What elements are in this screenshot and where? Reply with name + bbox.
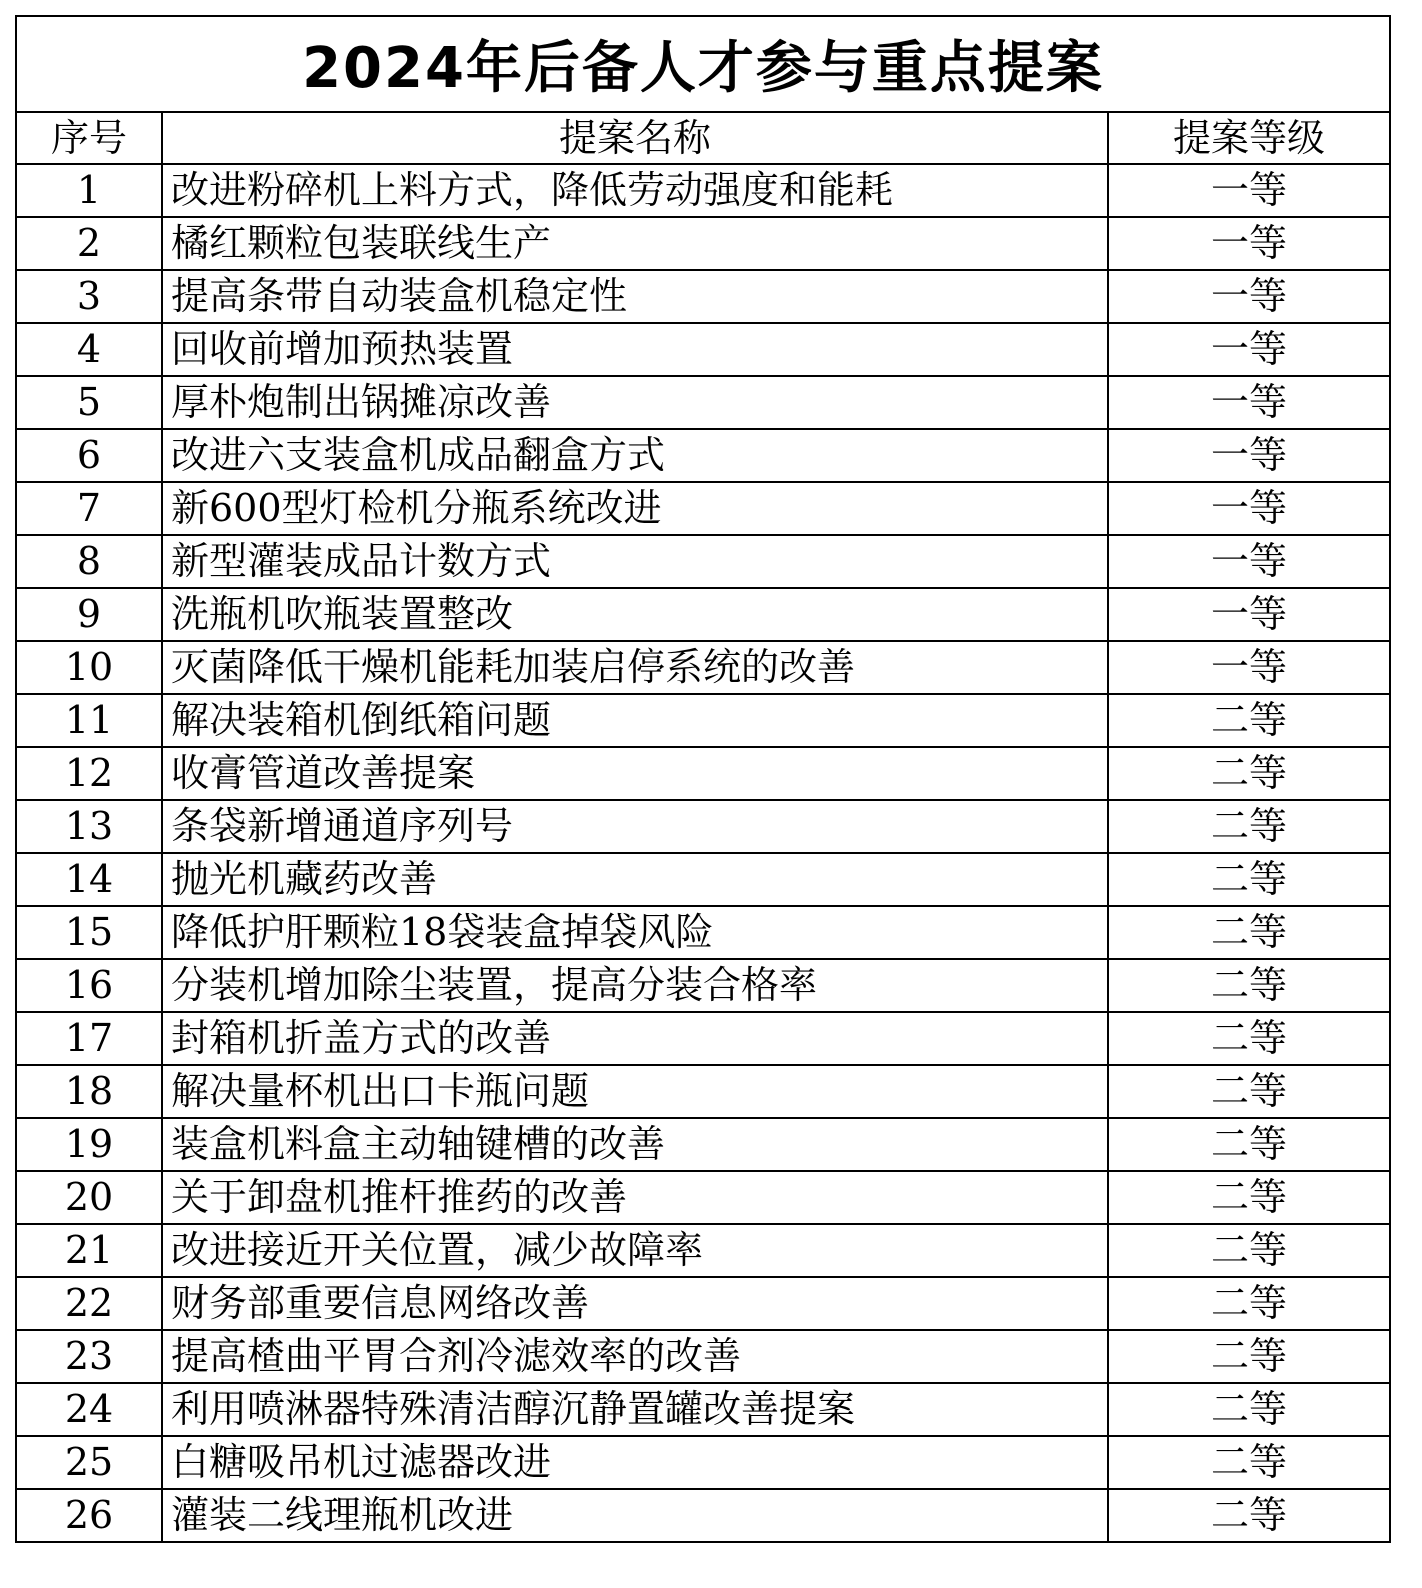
row-level-cell: 一等 xyxy=(1108,482,1390,535)
row-name-cell: 改进接近开关位置，减少故障率 xyxy=(162,1224,1108,1277)
row-seq-cell: 11 xyxy=(16,694,162,747)
row-name-cell: 关于卸盘机推杆推药的改善 xyxy=(162,1171,1108,1224)
table-row xyxy=(16,800,1390,853)
row-seq-cell: 22 xyxy=(16,1277,162,1330)
row-name-cell: 利用喷淋器特殊清洁醇沉静置罐改善提案 xyxy=(162,1383,1108,1436)
row-level-cell: 二等 xyxy=(1108,694,1390,747)
row-name-cell: 橘红颗粒包装联线生产 xyxy=(162,217,1108,270)
row-level-cell: 一等 xyxy=(1108,217,1390,270)
row-level-cell: 一等 xyxy=(1108,535,1390,588)
table-row xyxy=(16,1330,1390,1383)
row-level-cell: 一等 xyxy=(1108,641,1390,694)
table-row xyxy=(16,429,1390,482)
row-name-cell: 改进六支装盒机成品翻盒方式 xyxy=(162,429,1108,482)
row-seq-cell: 24 xyxy=(16,1383,162,1436)
row-seq-cell: 6 xyxy=(16,429,162,482)
table-title: 2024年后备人才参与重点提案 xyxy=(16,16,1390,112)
table-row xyxy=(16,694,1390,747)
row-name-cell: 条袋新增通道序列号 xyxy=(162,800,1108,853)
row-level-cell: 二等 xyxy=(1108,1436,1390,1489)
row-level-cell: 二等 xyxy=(1108,959,1390,1012)
row-seq-cell: 4 xyxy=(16,323,162,376)
row-name-cell: 白糖吸吊机过滤器改进 xyxy=(162,1436,1108,1489)
table-row xyxy=(16,1118,1390,1171)
row-level-cell: 二等 xyxy=(1108,1224,1390,1277)
row-name-cell: 新600型灯检机分瓶系统改进 xyxy=(162,482,1108,535)
row-level-cell: 二等 xyxy=(1108,1065,1390,1118)
row-seq-cell: 1 xyxy=(16,164,162,217)
table-row xyxy=(16,1277,1390,1330)
row-seq-cell: 19 xyxy=(16,1118,162,1171)
table-body xyxy=(16,164,1390,1542)
row-seq-cell: 16 xyxy=(16,959,162,1012)
row-name-cell: 回收前增加预热装置 xyxy=(162,323,1108,376)
header-seq: 序号 xyxy=(16,112,162,164)
row-level-cell: 二等 xyxy=(1108,1171,1390,1224)
table-row xyxy=(16,376,1390,429)
table-row xyxy=(16,323,1390,376)
row-level-cell: 一等 xyxy=(1108,429,1390,482)
row-level-cell: 二等 xyxy=(1108,1277,1390,1330)
row-seq-cell: 15 xyxy=(16,906,162,959)
row-name-cell: 提高条带自动装盒机稳定性 xyxy=(162,270,1108,323)
row-level-cell: 一等 xyxy=(1108,164,1390,217)
row-level-cell: 二等 xyxy=(1108,853,1390,906)
table-row xyxy=(16,747,1390,800)
row-name-cell: 灌装二线理瓶机改进 xyxy=(162,1489,1108,1542)
row-seq-cell: 13 xyxy=(16,800,162,853)
row-level-cell: 一等 xyxy=(1108,270,1390,323)
row-level-cell: 一等 xyxy=(1108,376,1390,429)
table-row xyxy=(16,959,1390,1012)
row-seq-cell: 10 xyxy=(16,641,162,694)
table-row xyxy=(16,535,1390,588)
table-row xyxy=(16,164,1390,217)
row-name-cell: 洗瓶机吹瓶装置整改 xyxy=(162,588,1108,641)
table-row xyxy=(16,1436,1390,1489)
row-name-cell: 解决量杯机出口卡瓶问题 xyxy=(162,1065,1108,1118)
row-name-cell: 财务部重要信息网络改善 xyxy=(162,1277,1108,1330)
row-name-cell: 抛光机藏药改善 xyxy=(162,853,1108,906)
row-level-cell: 一等 xyxy=(1108,588,1390,641)
table-row xyxy=(16,482,1390,535)
row-name-cell: 提高楂曲平胃合剂冷滤效率的改善 xyxy=(162,1330,1108,1383)
table-row xyxy=(16,217,1390,270)
row-seq-cell: 3 xyxy=(16,270,162,323)
row-seq-cell: 5 xyxy=(16,376,162,429)
table-row xyxy=(16,853,1390,906)
row-level-cell: 二等 xyxy=(1108,1489,1390,1542)
row-name-cell: 降低护肝颗粒18袋装盒掉袋风险 xyxy=(162,906,1108,959)
row-seq-cell: 25 xyxy=(16,1436,162,1489)
row-seq-cell: 2 xyxy=(16,217,162,270)
row-name-cell: 改进粉碎机上料方式，降低劳动强度和能耗 xyxy=(162,164,1108,217)
row-name-cell: 封箱机折盖方式的改善 xyxy=(162,1012,1108,1065)
row-seq-cell: 26 xyxy=(16,1489,162,1542)
row-level-cell: 二等 xyxy=(1108,1330,1390,1383)
row-name-cell: 解决装箱机倒纸箱问题 xyxy=(162,694,1108,747)
row-name-cell: 厚朴炮制出锅摊凉改善 xyxy=(162,376,1108,429)
row-level-cell: 二等 xyxy=(1108,1383,1390,1436)
row-level-cell: 二等 xyxy=(1108,800,1390,853)
row-name-cell: 收膏管道改善提案 xyxy=(162,747,1108,800)
row-name-cell: 装盒机料盒主动轴键槽的改善 xyxy=(162,1118,1108,1171)
table-row xyxy=(16,641,1390,694)
table-row xyxy=(16,270,1390,323)
row-seq-cell: 7 xyxy=(16,482,162,535)
row-level-cell: 一等 xyxy=(1108,323,1390,376)
title-row xyxy=(16,16,1390,112)
table-row xyxy=(16,1224,1390,1277)
table-row xyxy=(16,1065,1390,1118)
table-row xyxy=(16,906,1390,959)
row-seq-cell: 18 xyxy=(16,1065,162,1118)
row-level-cell: 二等 xyxy=(1108,906,1390,959)
row-seq-cell: 8 xyxy=(16,535,162,588)
table-row xyxy=(16,588,1390,641)
row-seq-cell: 17 xyxy=(16,1012,162,1065)
row-level-cell: 二等 xyxy=(1108,1118,1390,1171)
row-level-cell: 二等 xyxy=(1108,1012,1390,1065)
header-name: 提案名称 xyxy=(162,112,1108,164)
row-seq-cell: 9 xyxy=(16,588,162,641)
row-seq-cell: 12 xyxy=(16,747,162,800)
row-level-cell: 二等 xyxy=(1108,747,1390,800)
table-row xyxy=(16,1383,1390,1436)
row-seq-cell: 21 xyxy=(16,1224,162,1277)
row-name-cell: 分装机增加除尘装置，提高分装合格率 xyxy=(162,959,1108,1012)
proposal-table xyxy=(15,15,1391,1543)
header-level: 提案等级 xyxy=(1108,112,1390,164)
table-row xyxy=(16,1489,1390,1542)
table-row xyxy=(16,1171,1390,1224)
row-name-cell: 新型灌装成品计数方式 xyxy=(162,535,1108,588)
row-seq-cell: 20 xyxy=(16,1171,162,1224)
row-seq-cell: 23 xyxy=(16,1330,162,1383)
row-name-cell: 灭菌降低干燥机能耗加装启停系统的改善 xyxy=(162,641,1108,694)
row-seq-cell: 14 xyxy=(16,853,162,906)
table-row xyxy=(16,1012,1390,1065)
header-row xyxy=(16,112,1390,164)
